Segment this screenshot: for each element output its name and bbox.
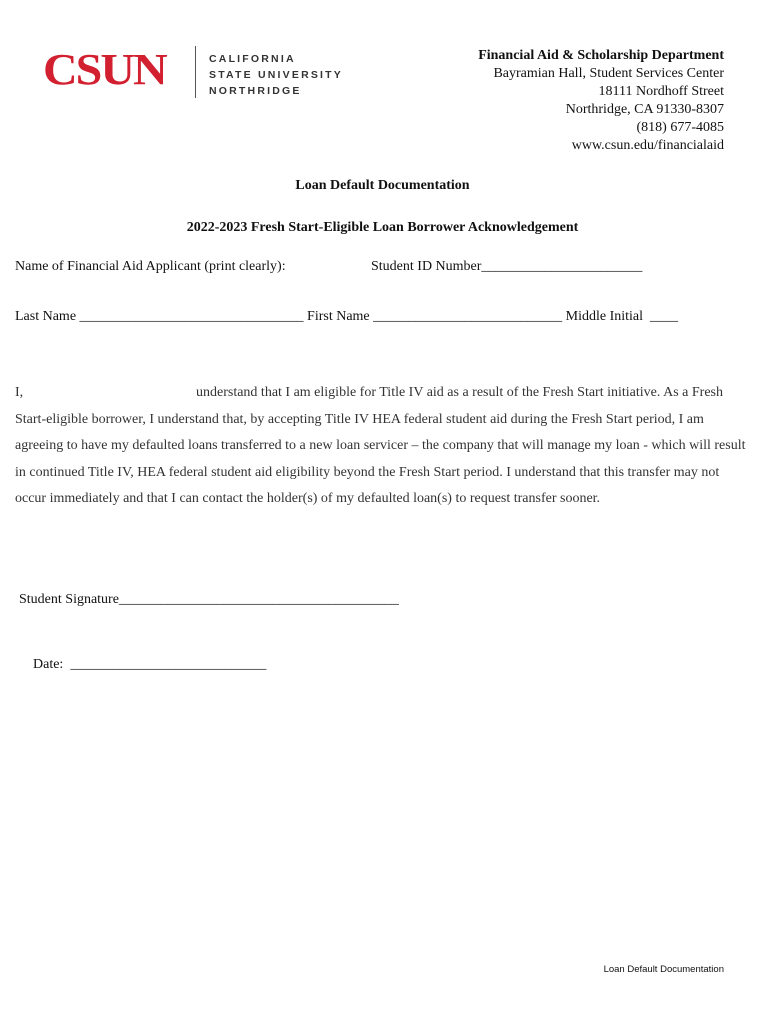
department-phone: (818) 677-4085 [636,120,724,135]
logo-divider [195,46,196,98]
statement-text: understand that I am eligible for Title IV aid as a result of the Fresh Start initiative. As a Fresh Start-eligible borrower, I understand that, by accepting Title IV HEA federal student aid during the Fresh Start period, I am agreeing to have my defaulted loans transferred to a new loan servicer – the company that will manage my loan - which will result in continued Title IV, HEA federal student aid eligibility beyond the Fresh Start period. I understand that this transfer may not occur immediately and that I can contact the holder(s) of my defaulted loan(s) to request transfer sooner. [15,385,746,506]
department-address [478,47,724,155]
name-fields-row[interactable]: Last Name ________________________________ First Name ___________________________ Middle Initial ____ [15,309,679,324]
document-subtitle: 2022-2023 Fresh Start-Eligible Loan Borrower Acknowledgement [186,220,579,235]
department-city: Northridge, CA 91330-8307 [565,102,724,117]
statement-pronoun: I, [15,385,24,400]
university-name [209,51,343,99]
logo-line-3: NORTHRIDGE [209,85,302,97]
document-title: Loan Default Documentation [295,178,470,193]
logo-line-2: STATE UNIVERSITY [209,69,343,81]
logo-line-1: CALIFORNIA [209,53,296,65]
department-name: Financial Aid & Scholarship Department [478,48,724,63]
csun-wordmark: CSUN [43,45,166,95]
applicant-name-label: Name of Financial Aid Applicant (print clearly): [15,259,286,274]
acknowledgement-statement [15,380,750,513]
page-footer: Loan Default Documentation [603,964,724,975]
student-id-field[interactable]: Student ID Number_______________________ [371,259,643,274]
department-website: www.csun.edu/financialaid [571,138,724,153]
student-signature-field[interactable]: Student Signature________________________________________ [19,592,399,607]
department-street: 18111 Nordhoff Street [598,84,724,99]
date-field[interactable]: Date: ____________________________ [33,657,267,672]
department-building: Bayramian Hall, Student Services Center [493,66,724,81]
